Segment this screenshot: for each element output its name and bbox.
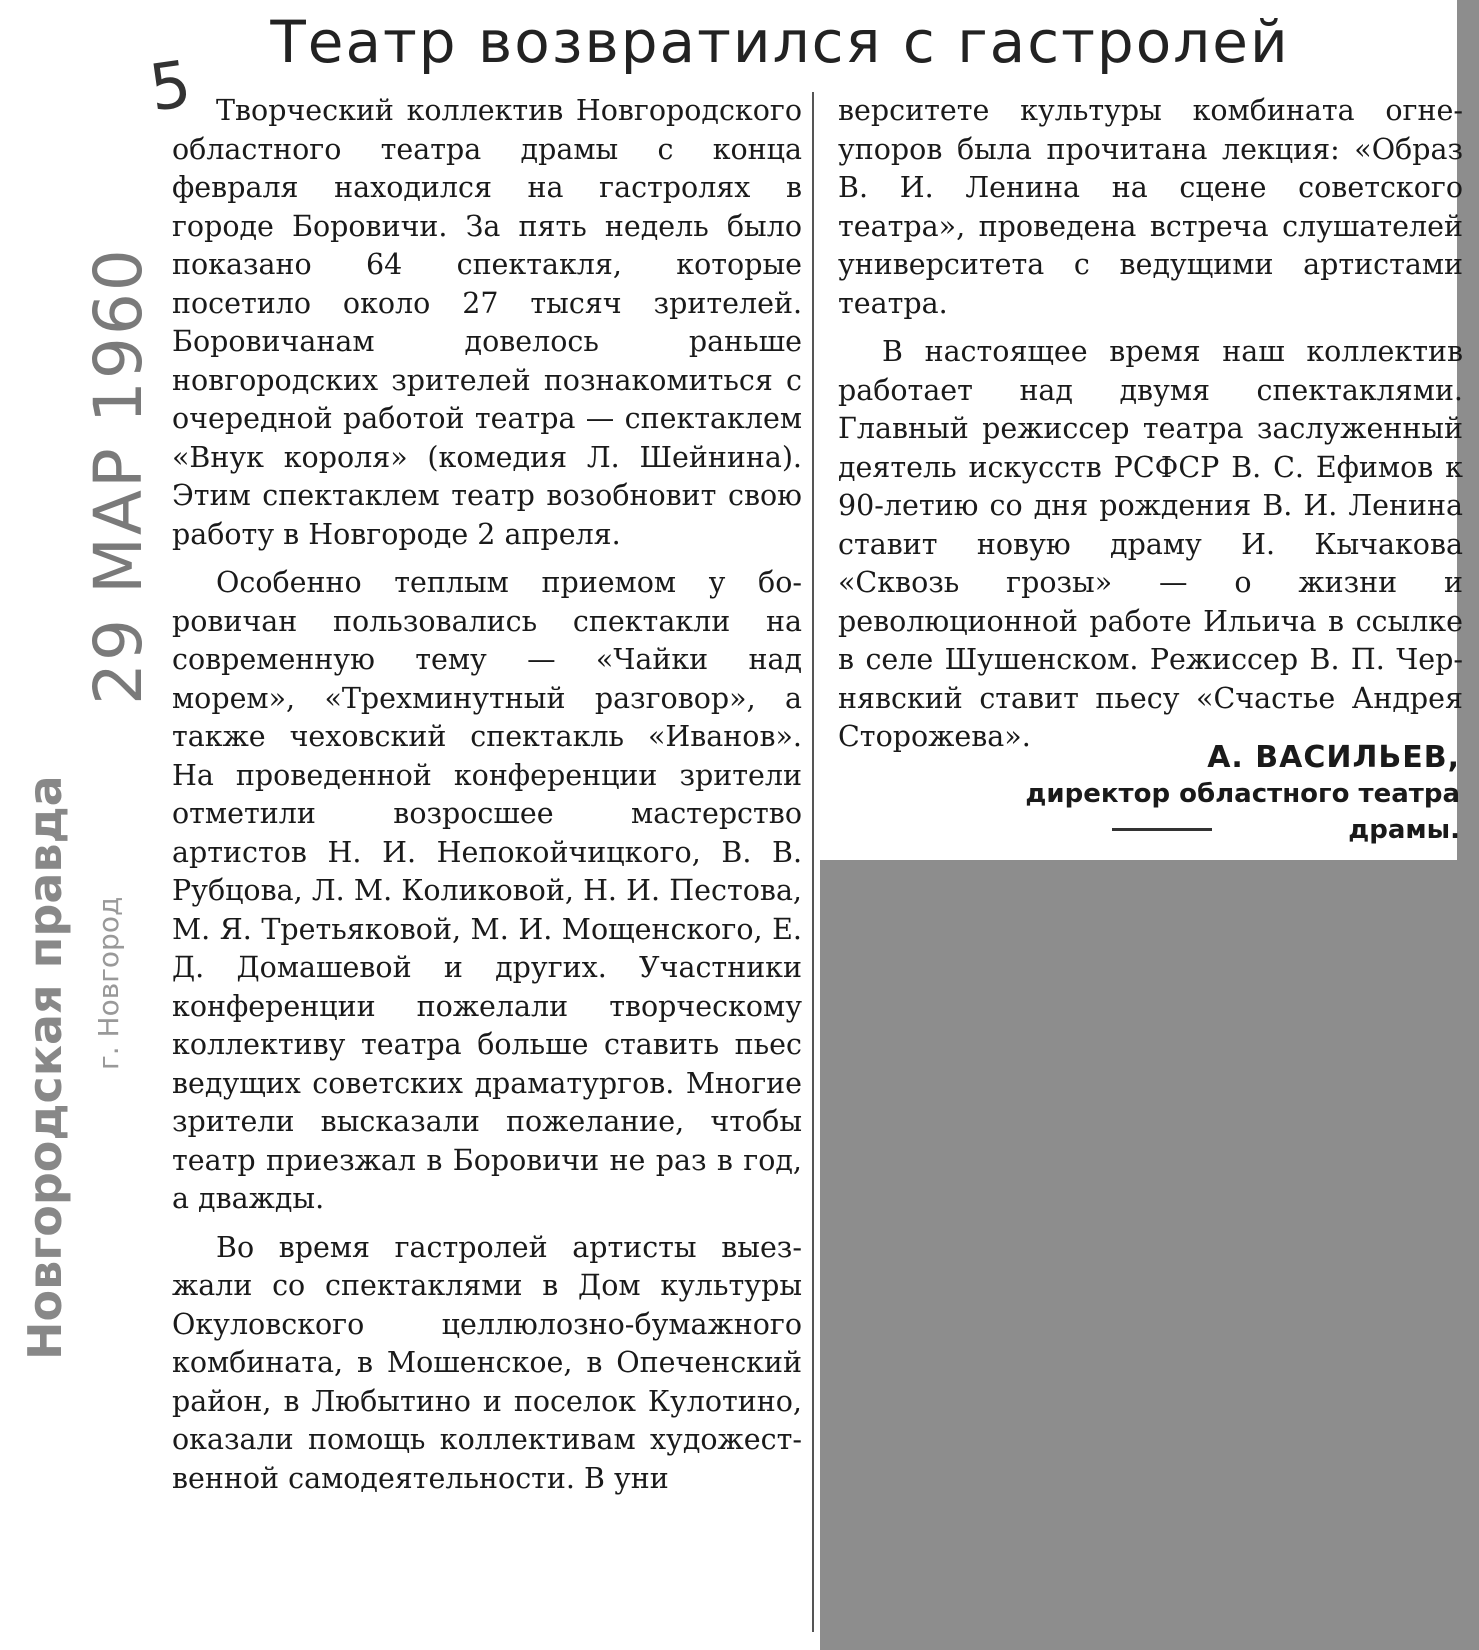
column-divider (812, 92, 814, 1632)
article-paragraph: Особенно теплым приемом у боровичан пользовались спектакли на современную тему — «Чайки над морем», «Трехминутный разговор», а также чеховский спектакль «Иванов». На проведенной конференции зрители отметили возросшее мастерство артистов Н. И. Непокойчицкого, В. В. Рубцова, Л. М. Коликовой, Н. И. Пестова, М. Я. Третьяковой, М. И. Мощенского, Е. Д. Домашевой и других. Участники конференции пожелали творческому коллективу театра больше ставить пьес ведущих советских драматургов. Многие зрители высказали пожелание, чтобы театр приезжал в Боровичи не раз в год, а дважды. (172, 566, 802, 1215)
author-signature (1020, 740, 1460, 848)
archive-stamp (10, 40, 157, 1360)
end-rule (1112, 828, 1212, 831)
author-name: А. ВАСИЛЬЕВ, (1207, 740, 1460, 775)
article-paragraph: Во время гастролей артисты выезжали со спектаклями в Дом культуры Окуловского целлюлозно-бумажного комбината, в Мошенское, в Опеченский район, в Любытино и поселок Кулотино, оказали помощь коллективам художественной самодеятельности. В уни (172, 1230, 802, 1495)
handwritten-page-number: 5 (145, 47, 196, 127)
article-paragraph: Творческий коллектив Новгородского областного театра драмы с конца февраля находился на гастролях в городе Боровичи. За пять недель было показано 64 спектакля, которые посетило около 27 тысяч зрителей. Боровичанам довелось раньше новгородских зрителей познакомиться с очередной работой театра — спектаклем «Внук короля» (комедия Л. Шейнина). Этим спектаклем театр возобновит свою работу в Новгороде 2 апреля. (172, 94, 802, 551)
newspaper-city: г. Новгород (92, 896, 125, 1070)
author-title: директор областного театра драмы. (1025, 779, 1460, 845)
article-column-right (838, 92, 1463, 767)
article-column-left (172, 92, 802, 1508)
article-headline: Театр возвратился с гастролей (270, 8, 1290, 76)
date-stamp: 29 МАР 1960 (80, 247, 157, 705)
newspaper-name: Новгородская правда (18, 775, 72, 1360)
article-paragraph: верситете культуры комбината огнеупоров была прочитана лекция: «Образ В. И. Ленина на сцене советского театра», проведена встреча слушателей университета с ведущими артистами театра. (838, 94, 1463, 320)
article-paragraph: В настоящее время наш коллектив работает над двумя спектаклями. Главный режиссер театра заслуженный деятель искусств РСФСР В. С. Ефимов к 90-летию со дня рождения В. И. Ленина ставит новую драму И. Кычакова «Сквозь грозы» — о жизни и революционной работе Ильича в ссылке в селе Шушенском. Режиссер В. П. Чернявский ставит пьесу «Счастье Андрея Сторожева». (838, 335, 1463, 753)
